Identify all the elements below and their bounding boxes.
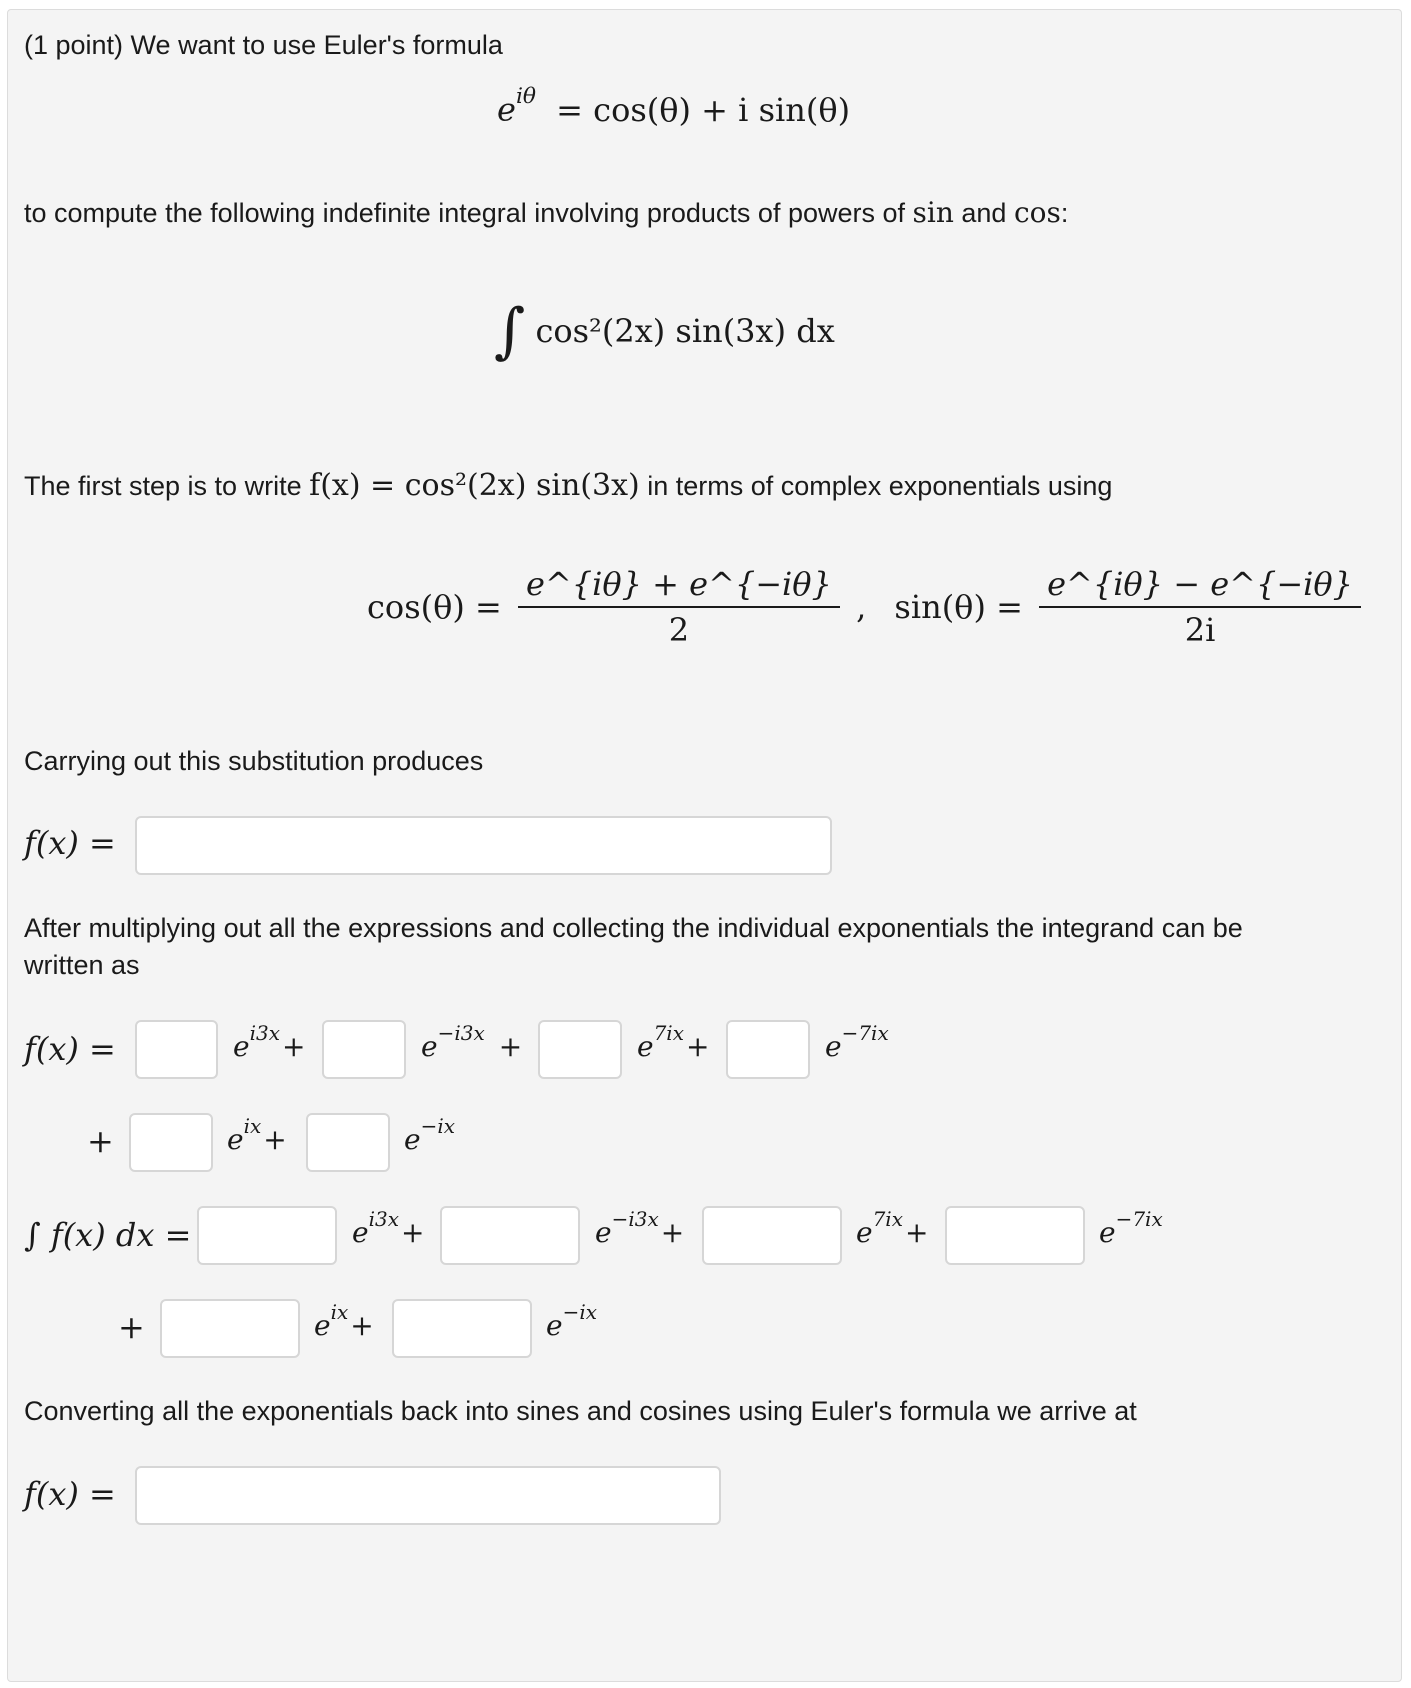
identities	[367, 562, 1367, 652]
compute-text	[24, 193, 1068, 233]
integral-coef-input-4[interactable]	[945, 1206, 1085, 1265]
compute-colon: :	[1060, 198, 1069, 228]
collect-exp-1-power: i3x	[249, 1021, 280, 1045]
collect-exp-4: $e^{-7ix}$	[825, 1021, 889, 1063]
integral-coef-input-2[interactable]	[440, 1206, 580, 1265]
cos-identity-numerator: e^{iθ} + e^{−iθ}	[518, 562, 840, 608]
collect-exp-5: $e^{ix}+$	[227, 1114, 287, 1156]
integral-exp-6: $e^{-ix}$	[546, 1300, 598, 1342]
collect-plus-1: +	[281, 1030, 306, 1063]
sin-identity-lhs: sin(θ) =	[894, 588, 1023, 626]
substitution-answer-input[interactable]	[135, 816, 832, 875]
collect-coef-input-5[interactable]	[129, 1113, 213, 1172]
collect-exp-5-power: ix	[243, 1114, 262, 1138]
collect-exp-3: $e^{7ix}+$	[637, 1021, 710, 1063]
first-step-text	[24, 466, 1112, 506]
integral-exp-6-power: −ix	[562, 1300, 598, 1324]
collect-plus-5: +	[263, 1123, 287, 1156]
collect-text-line2: written as	[24, 950, 140, 980]
sin-identity-fraction	[1039, 562, 1361, 652]
integral-exp-2: $e^{-i3x}+$	[595, 1207, 685, 1249]
integral-coef-input-1[interactable]	[197, 1206, 337, 1265]
compute-text-pre: to compute the following indefinite integral involving products of powers of	[24, 198, 913, 228]
collect-row2-plus: +	[87, 1122, 114, 1160]
collect-coef-input-3[interactable]	[538, 1020, 622, 1079]
integral-plus-1: +	[400, 1216, 425, 1249]
sin-identity-denominator: 2i	[1184, 611, 1216, 649]
intro-text: (1 point) We want to use Euler's formula	[24, 30, 503, 60]
integral-exp-4: $e^{-7ix}$	[1099, 1207, 1163, 1249]
final-label: f(x) =	[24, 1475, 116, 1513]
integral-body: cos²(2x) sin(3x) dx	[535, 312, 835, 350]
collect-exp-2: $e^{-i3x}$ +	[421, 1021, 523, 1063]
cos-identity-lhs: cos(θ) =	[367, 588, 502, 626]
collect-exp-3-power: 7ix	[653, 1021, 684, 1045]
integral-plus-2: +	[660, 1216, 685, 1249]
cos-identity-fraction	[518, 562, 840, 652]
collect-coef-input-4[interactable]	[726, 1020, 810, 1079]
compute-cos: cos	[1013, 196, 1061, 229]
integral-plus-3: +	[904, 1216, 929, 1249]
collect-coef-input-1[interactable]	[135, 1020, 218, 1079]
compute-and: and	[953, 198, 1014, 228]
integral-sign: ∫	[494, 296, 526, 366]
first-step-math: f(x) = cos²(2x) sin(3x)	[309, 468, 640, 503]
substitution-label: f(x) =	[24, 824, 116, 862]
euler-lhs-base: e	[497, 90, 516, 129]
integral-coef-input-5[interactable]	[160, 1299, 300, 1358]
first-step-pre: The first step is to write	[24, 471, 310, 501]
integral-coef-input-3[interactable]	[702, 1206, 842, 1265]
integral-exp-1-power: i3x	[368, 1207, 399, 1231]
identity-separator: ,	[856, 588, 867, 626]
collect-exp-6: $e^{-ix}$	[404, 1114, 456, 1156]
collect-plus-3: +	[685, 1030, 710, 1063]
integral-display	[494, 296, 835, 366]
substitution-text: Carrying out this substitution produces	[24, 746, 484, 776]
final-answer-input[interactable]	[135, 1466, 721, 1525]
integral-result-label: ∫ f(x) dx =	[24, 1216, 192, 1254]
integral-exp-4-power: −7ix	[1115, 1207, 1163, 1231]
integral-exp-5: $e^{ix}+$	[314, 1300, 374, 1342]
collect-exp-4-power: −7ix	[841, 1021, 889, 1045]
integral-exp-3-power: 7ix	[872, 1207, 903, 1231]
collect-exp-1: $e^{i3x}+$	[233, 1021, 306, 1063]
integral-exp-3: $e^{7ix}+$	[856, 1207, 929, 1249]
collect-exp-2-power: −i3x	[437, 1021, 485, 1045]
integral-plus-5: +	[350, 1309, 374, 1342]
integral-coef-input-6[interactable]	[392, 1299, 532, 1358]
collect-exp-6-power: −ix	[420, 1114, 456, 1138]
collect-plus-2: +	[498, 1030, 523, 1063]
compute-sin: sin	[912, 196, 954, 229]
integral-exp-1: $e^{i3x}+$	[352, 1207, 425, 1249]
first-step-post: in terms of complex exponentials using	[639, 471, 1113, 501]
collect-label: f(x) =	[24, 1030, 116, 1068]
integral-exp-2-power: −i3x	[611, 1207, 659, 1231]
integral-row2-plus: +	[118, 1308, 145, 1346]
collect-coef-input-2[interactable]	[322, 1020, 406, 1079]
euler-lhs-sup: iθ	[515, 84, 536, 109]
sin-identity-numerator: e^{iθ} − e^{−iθ}	[1039, 562, 1361, 608]
final-text: Converting all the exponentials back into sines and cosines using Euler's formula we arrive at	[24, 1396, 1137, 1426]
euler-rhs: = cos(θ) + i sin(θ)	[556, 90, 851, 129]
cos-identity-denominator: 2	[668, 611, 690, 649]
integral-exp-5-power: ix	[330, 1300, 349, 1324]
collect-text-line1: After multiplying out all the expressions and collecting the individual exponentials the integrand can be	[24, 913, 1243, 943]
collect-coef-input-6[interactable]	[306, 1113, 390, 1172]
euler-formula	[497, 84, 851, 129]
